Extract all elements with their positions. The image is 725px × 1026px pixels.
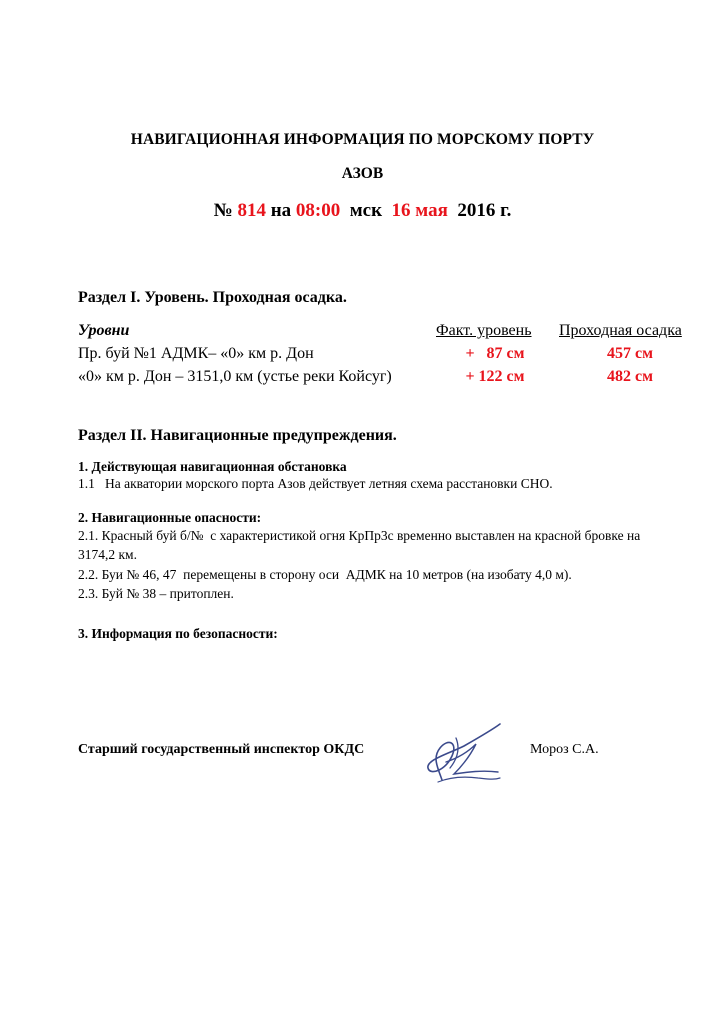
msk-word: мск xyxy=(340,200,392,221)
sub2-title: 2. Навигационные опасности: xyxy=(78,510,262,525)
sub2-item-2: 2.2. Буи № 46, 47 перемещены в сторону оси АДМК на 10 метров (на изобату 4,0 м). xyxy=(78,567,572,582)
section2-title: Раздел II. Навигационные предупреждения. xyxy=(78,427,397,444)
bulletin-date: 16 мая xyxy=(391,200,448,221)
level-row-2-fact: + 122 см xyxy=(465,368,525,385)
bulletin-number: 814 xyxy=(237,200,266,221)
number-prefix: № xyxy=(213,200,238,221)
sub1-item-1: 1.1 На акватории морского порта Азов действует летняя схема расстановки СНО. xyxy=(78,476,553,491)
level-row-1-name: Пр. буй №1 АДМК– «0» км р. Дон xyxy=(78,345,314,362)
col-fact-header: Факт. уровень xyxy=(436,322,532,339)
sub3-title: 3. Информация по безопасности: xyxy=(78,626,278,641)
level-row-2-name: «0» км р. Дон – 3151,0 км (устье реки Койсуг) xyxy=(78,368,392,385)
bulletin-number-line xyxy=(0,200,725,222)
sub2-item-1: 2.1. Красный буй б/№ с характеристикой огня КрПр3с временно выставлен на красной бровке на xyxy=(78,528,641,543)
bulletin-time: 08:00 xyxy=(295,200,341,221)
level-row-2-draft: 482 см xyxy=(607,368,653,385)
handwritten-signature xyxy=(418,718,506,790)
level-row-1-draft: 457 см xyxy=(607,345,653,362)
bulletin-year: 2016 г. xyxy=(447,200,512,221)
sub2-item-1-cont: 3174,2 км. xyxy=(78,547,137,562)
col-draft-header: Проходная осадка xyxy=(559,322,682,339)
document-title: НАВИГАЦИОННАЯ ИНФОРМАЦИЯ ПО МОРСКОМУ ПОРТУ xyxy=(130,131,595,148)
signatory-name: Мороз С.А. xyxy=(530,742,599,757)
col-levels-header: Уровни xyxy=(78,322,130,339)
sub1-title: 1. Действующая навигационная обстановка xyxy=(78,459,347,474)
signatory-position: Старший государственный инспектор ОКДС xyxy=(78,742,365,757)
sub2-item-3: 2.3. Буй № 38 – притоплен. xyxy=(78,586,234,601)
level-row-1-fact: + 87 см xyxy=(465,345,525,362)
section1-title: Раздел I. Уровень. Проходная осадка. xyxy=(78,289,347,306)
na-word: на xyxy=(265,200,296,221)
port-name: АЗОВ xyxy=(341,165,384,182)
